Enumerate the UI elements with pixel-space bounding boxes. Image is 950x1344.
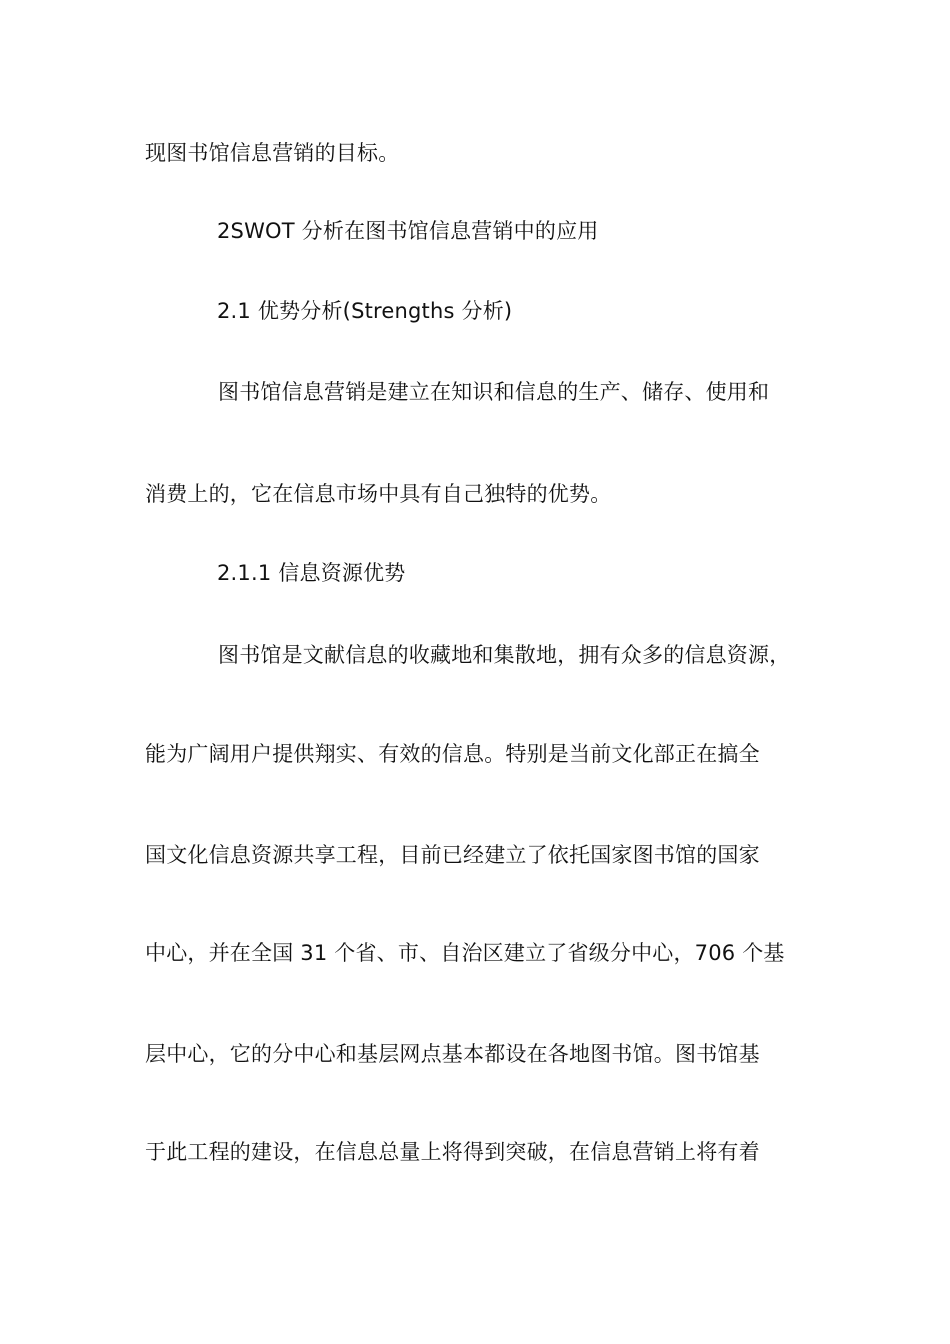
paragraph-continuation: 现图书馆信息营销的目标。	[145, 141, 400, 165]
paragraph-line: 消费上的，它在信息市场中具有自己独特的优势。	[145, 482, 612, 506]
paragraph-line: 于此工程的建设，在信息总量上将得到突破，在信息营销上将有着	[145, 1140, 760, 1164]
paragraph-line: 国文化信息资源共享工程，目前已经建立了依托国家图书馆的国家	[145, 843, 760, 867]
paragraph-line: 能为广阔用户提供翔实、有效的信息。特别是当前文化部正在搞全	[145, 742, 760, 766]
section-heading: 2SWOT 分析在图书馆信息营销中的应用	[217, 219, 599, 243]
paragraph-line: 层中心，它的分中心和基层网点基本都设在各地图书馆。图书馆基	[145, 1042, 760, 1066]
paragraph-line: 图书馆信息营销是建立在知识和信息的生产、储存、使用和	[218, 380, 770, 404]
paragraph-line: 图书馆是文献信息的收藏地和集散地，拥有众多的信息资源，	[218, 643, 791, 667]
paragraph-line: 中心，并在全国 31 个省、市、自治区建立了省级分中心，706 个基	[145, 941, 785, 965]
subsubsection-heading: 2.1.1 信息资源优势	[217, 561, 406, 585]
subsection-heading: 2.1 优势分析(Strengths 分析)	[217, 299, 513, 323]
